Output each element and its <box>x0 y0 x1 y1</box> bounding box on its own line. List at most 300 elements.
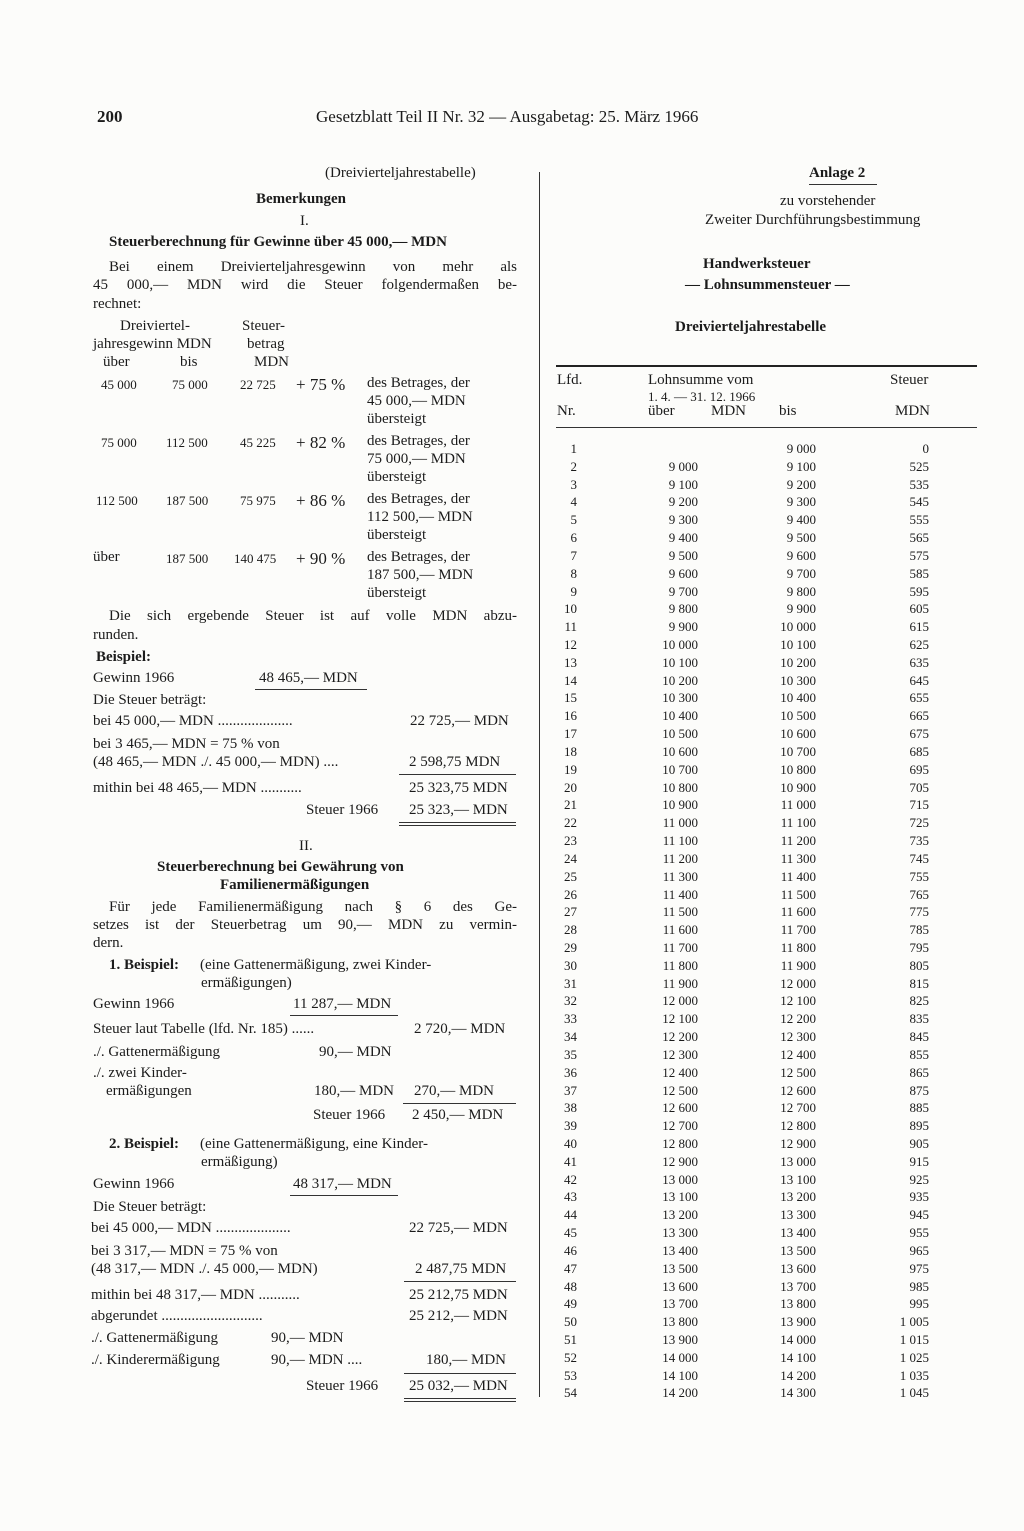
b2-mid-6: 90,— MDN <box>271 1330 344 1346</box>
b1-line-4: ermäßigungen <box>106 1083 192 1099</box>
row-number: 2 <box>570 458 577 474</box>
row-tax: 865 <box>909 1064 929 1080</box>
b2-value-5: 25 212,— MDN <box>409 1308 508 1324</box>
row-to: 10 500 <box>780 708 816 724</box>
bracket-text: des Betrages, der <box>367 375 470 391</box>
row-tax: 1 035 <box>899 1367 929 1383</box>
b1-mid-2: 90,— MDN <box>319 1044 392 1060</box>
b1-line-3: ./. zwei Kinder- <box>93 1065 187 1081</box>
th-nr: Nr. <box>557 403 576 419</box>
row-number: 47 <box>564 1260 577 1276</box>
row-tax: 845 <box>909 1029 929 1045</box>
row-number: 13 <box>564 654 577 670</box>
table-label: (Dreivierteljahrestabelle) <box>325 165 476 181</box>
row-from: 11 200 <box>662 850 698 866</box>
section-2-title-2: Familienermäßigungen <box>220 877 370 893</box>
heading-table: Dreivierteljahrestabelle <box>675 319 827 335</box>
row-tax: 955 <box>909 1225 929 1241</box>
row-from: 10 000 <box>662 637 698 653</box>
row-from: 10 500 <box>662 726 698 742</box>
row-to: 12 700 <box>780 1100 816 1116</box>
th-period: 1. 4. — 31. 12. 1966 <box>648 389 756 404</box>
row-from: 11 500 <box>662 904 698 920</box>
row-tax: 785 <box>909 922 929 938</box>
row-number: 28 <box>564 922 577 938</box>
row-to: 10 300 <box>780 672 816 688</box>
row-from: 10 700 <box>662 761 698 777</box>
remarks-heading: Bemerkungen <box>256 191 346 207</box>
th-bis: bis <box>779 403 797 419</box>
row-to: 9 100 <box>786 458 816 474</box>
row-number: 54 <box>564 1385 577 1401</box>
row-tax: 975 <box>909 1260 929 1276</box>
row-number: 34 <box>564 1029 577 1045</box>
b2-head-2: ermäßigung) <box>201 1154 278 1170</box>
row-tax: 645 <box>909 672 929 688</box>
row-to: 10 800 <box>780 761 816 777</box>
ex-line-1: bei 45 000,— MDN .................... <box>93 713 293 729</box>
row-to: 13 500 <box>780 1242 816 1258</box>
row-to: 11 900 <box>780 957 816 973</box>
b1-line-2: ./. Gattenermäßigung <box>93 1044 221 1060</box>
row-number: 39 <box>564 1118 577 1134</box>
row-from: 13 200 <box>662 1207 698 1223</box>
row-number: 31 <box>564 975 577 991</box>
row-tax: 675 <box>909 726 929 742</box>
row-to: 12 100 <box>780 993 816 1009</box>
bracket-from: 75 000 <box>101 435 137 450</box>
row-number: 21 <box>564 797 577 813</box>
heading-lohnsummensteuer: — Lohnsummensteuer — <box>685 277 850 293</box>
bracket-text: des Betrages, der <box>367 433 470 449</box>
section-2-number: II. <box>299 838 313 854</box>
row-tax: 715 <box>909 797 929 813</box>
row-from: 9 000 <box>668 458 698 474</box>
bracket-to: 112 500 <box>166 435 208 450</box>
row-tax: 625 <box>909 637 929 653</box>
row-to: 13 000 <box>780 1153 816 1169</box>
row-to: 14 000 <box>780 1332 816 1347</box>
row-tax: 735 <box>909 833 929 849</box>
b1-value-1: 2 720,— MDN <box>414 1021 506 1037</box>
b2-line-4: mithin bei 48 317,— MDN ........... <box>91 1287 300 1303</box>
b2-value-1: 22 725,— MDN <box>409 1220 508 1236</box>
row-tax: 585 <box>909 565 929 581</box>
row-from: 14 200 <box>662 1385 698 1401</box>
double-underline <box>404 1401 516 1402</box>
bracket-from: über <box>93 549 120 565</box>
row-tax: 695 <box>909 761 929 777</box>
row-to: 13 100 <box>780 1171 816 1187</box>
row-tax: 835 <box>909 1011 929 1027</box>
row-number: 22 <box>564 815 577 831</box>
b2-value-3: 2 487,75 MDN <box>415 1261 507 1277</box>
row-to: 9 500 <box>786 530 816 546</box>
row-tax: 925 <box>909 1171 929 1187</box>
row-tax: 0 <box>922 441 929 456</box>
row-tax: 655 <box>909 690 929 706</box>
row-number: 38 <box>564 1100 577 1116</box>
row-from: 11 000 <box>662 815 698 831</box>
row-tax: 995 <box>909 1296 929 1312</box>
row-number: 8 <box>570 565 577 581</box>
row-tax: 1 025 <box>899 1349 929 1365</box>
page-number: 200 <box>97 107 123 126</box>
row-to: 9 400 <box>786 512 816 528</box>
row-from: 13 500 <box>662 1260 698 1276</box>
row-from: 13 900 <box>662 1332 698 1347</box>
row-tax: 685 <box>909 743 929 759</box>
ex-line-5: Steuer 1966 <box>306 802 379 818</box>
row-to: 10 700 <box>780 743 816 759</box>
b1-gewinn-value: 11 287,— MDN <box>293 996 392 1012</box>
th-lohnsumme: Lohnsumme vom <box>648 372 754 388</box>
row-tax: 555 <box>909 512 929 528</box>
bracket-to: 187 500 <box>166 551 209 566</box>
row-number: 27 <box>564 904 577 920</box>
row-number: 3 <box>570 476 577 492</box>
row-from: 13 300 <box>662 1225 698 1241</box>
b1-mid-4: 180,— MDN <box>314 1083 395 1099</box>
b1-value-4: 270,— MDN <box>414 1083 495 1099</box>
row-from: 9 200 <box>668 494 698 510</box>
row-to: 9 000 <box>786 441 816 456</box>
row-from: 12 700 <box>662 1118 698 1134</box>
row-tax: 945 <box>909 1207 929 1223</box>
row-number: 32 <box>564 993 577 1009</box>
bracket-text: 112 500,— MDN <box>367 509 473 525</box>
row-from: 10 100 <box>662 654 698 670</box>
col-head-b1: Steuer- <box>242 318 286 334</box>
col-head-a1: Dreiviertel- <box>120 318 190 334</box>
bracket-text: 187 500,— MDN <box>367 567 474 583</box>
th-steuer: Steuer <box>890 372 929 388</box>
row-number: 17 <box>564 726 577 742</box>
heading-handwerksteuer: Handwerksteuer <box>703 256 811 272</box>
row-number: 41 <box>564 1153 577 1169</box>
row-from: 9 400 <box>668 530 698 546</box>
b1-gewinn-label: Gewinn 1966 <box>93 996 175 1012</box>
row-number: 51 <box>564 1332 577 1347</box>
row-number: 48 <box>564 1278 577 1294</box>
row-from: 14 100 <box>662 1367 698 1383</box>
row-number: 45 <box>564 1225 577 1241</box>
row-from: 13 600 <box>662 1278 698 1294</box>
row-number: 23 <box>564 833 577 849</box>
underline <box>399 774 516 775</box>
bracket-text: des Betrages, der <box>367 549 470 565</box>
row-number: 33 <box>564 1011 577 1027</box>
ex-steuer-label: Die Steuer beträgt: <box>93 692 207 708</box>
row-to: 13 200 <box>780 1189 816 1205</box>
bracket-from: 45 000 <box>101 377 137 392</box>
b1-head: 1. Beispiel: <box>109 957 179 973</box>
b1-head-2: ermäßigungen) <box>201 975 292 991</box>
row-number: 11 <box>564 619 577 635</box>
row-to: 10 900 <box>780 779 816 795</box>
row-to: 11 500 <box>780 886 816 902</box>
underline <box>809 184 877 185</box>
row-to: 12 900 <box>780 1135 816 1151</box>
row-to: 13 600 <box>780 1260 816 1276</box>
row-from: 10 900 <box>662 797 698 813</box>
row-to: 12 500 <box>780 1064 816 1080</box>
b2-line-6: ./. Gattenermäßigung <box>91 1330 219 1346</box>
row-from: 9 900 <box>668 619 698 635</box>
col-head-b2: betrag <box>247 336 285 352</box>
row-tax: 965 <box>909 1242 929 1258</box>
row-tax: 1 015 <box>899 1332 929 1347</box>
row-number: 15 <box>564 690 577 706</box>
row-tax: 605 <box>909 601 929 617</box>
intro-line-3: rechnet: <box>93 296 142 312</box>
b2-line-3: (48 317,— MDN ./. 45 000,— MDN) <box>91 1261 318 1277</box>
row-to: 14 100 <box>780 1349 816 1365</box>
row-number: 26 <box>564 886 577 902</box>
row-from: 11 800 <box>662 957 698 973</box>
row-tax: 705 <box>909 779 929 795</box>
bracket-rate: + 86 % <box>296 491 346 510</box>
bracket-text: 75 000,— MDN <box>367 451 466 467</box>
row-tax: 635 <box>909 654 929 670</box>
row-to: 13 300 <box>780 1207 816 1223</box>
b2-value-8: 25 032,— MDN <box>409 1378 508 1394</box>
row-tax: 875 <box>909 1082 929 1098</box>
ex-line-3: (48 465,— MDN ./. 45 000,— MDN) .... <box>93 754 339 770</box>
ex-value-4: 25 323,75 MDN <box>409 780 508 796</box>
row-to: 13 400 <box>780 1225 816 1241</box>
row-number: 40 <box>564 1135 577 1151</box>
row-tax: 1 045 <box>899 1385 929 1401</box>
row-to: 14 200 <box>780 1367 816 1383</box>
bracket-text: übersteigt <box>367 585 427 601</box>
row-tax: 825 <box>909 993 929 1009</box>
row-to: 9 700 <box>786 565 816 581</box>
row-from: 9 600 <box>668 565 698 581</box>
row-to: 12 300 <box>780 1029 816 1045</box>
row-number: 43 <box>564 1189 577 1205</box>
row-from: 9 100 <box>668 476 698 492</box>
row-tax: 595 <box>909 583 929 599</box>
bracket-rate: + 82 % <box>296 433 346 452</box>
bracket-text: des Betrages, der <box>367 491 470 507</box>
row-to: 14 300 <box>780 1385 816 1401</box>
row-number: 16 <box>564 708 577 724</box>
row-from: 10 400 <box>662 708 698 724</box>
row-from: 11 300 <box>662 868 698 884</box>
bracket-text: übersteigt <box>367 411 427 427</box>
ex-value-5: 25 323,— MDN <box>409 802 508 818</box>
row-to: 12 800 <box>780 1118 816 1134</box>
row-number: 1 <box>570 441 577 456</box>
ex-gewinn-label: Gewinn 1966 <box>93 670 175 686</box>
row-tax: 725 <box>909 815 929 831</box>
row-to: 9 600 <box>786 547 816 563</box>
b2-gewinn-label: Gewinn 1966 <box>93 1176 175 1192</box>
bracket-rate: + 90 % <box>296 549 346 568</box>
row-number: 46 <box>564 1242 577 1258</box>
row-number: 50 <box>564 1314 577 1330</box>
anlage-sub-2: Zweiter Durchführungsbestimmung <box>705 212 921 228</box>
row-from: 11 900 <box>662 975 698 991</box>
row-tax: 765 <box>909 886 929 902</box>
double-underline <box>399 822 516 823</box>
b1-value-5: 2 450,— MDN <box>412 1107 504 1123</box>
rounding-line-2: runden. <box>93 627 139 643</box>
b2-head-text: (eine Gattenermäßigung, eine Kinder- <box>200 1136 428 1152</box>
b1-head-text: (eine Gattenermäßigung, zwei Kinder- <box>200 957 432 973</box>
b2-line-2: bei 3 317,— MDN = 75 % von <box>91 1243 278 1259</box>
row-number: 14 <box>564 672 577 688</box>
example-label: Beispiel: <box>96 649 151 665</box>
underline <box>403 1103 516 1104</box>
row-from: 12 200 <box>662 1029 698 1045</box>
b2-line-7: ./. Kinderermäßigung <box>91 1352 220 1368</box>
bracket-tax: 45 225 <box>240 435 276 450</box>
row-from: 14 000 <box>662 1349 698 1365</box>
column-divider <box>539 172 540 1397</box>
bracket-text: übersteigt <box>367 469 427 485</box>
b2-steuer-label: Die Steuer beträgt: <box>93 1199 207 1215</box>
row-from: 13 100 <box>662 1189 698 1205</box>
row-number: 9 <box>570 583 577 599</box>
row-tax: 915 <box>909 1153 929 1169</box>
row-number: 20 <box>564 779 577 795</box>
row-number: 18 <box>564 743 577 759</box>
row-number: 53 <box>564 1367 577 1383</box>
row-from: 12 600 <box>662 1100 698 1116</box>
col-head-b3: MDN <box>254 354 290 370</box>
b2-line-5: abgerundet ........................... <box>91 1308 263 1324</box>
bracket-tax: 75 975 <box>240 493 276 508</box>
row-to: 10 400 <box>780 690 816 706</box>
row-tax: 665 <box>909 708 929 724</box>
bracket-to: 187 500 <box>166 493 209 508</box>
row-to: 12 400 <box>780 1046 816 1062</box>
row-to: 10 000 <box>780 619 816 635</box>
row-to: 11 200 <box>780 833 816 849</box>
row-from: 11 600 <box>662 922 698 938</box>
row-number: 24 <box>564 850 577 866</box>
rounding-line-1: Die sich ergebende Steuer ist auf volle MDN abzu- <box>109 608 517 624</box>
row-to: 11 300 <box>780 850 816 866</box>
section-2-text-1: Für jede Familienermäßigung nach § 6 des Ge- <box>109 899 517 915</box>
row-to: 11 100 <box>780 815 816 831</box>
row-from: 10 800 <box>662 779 698 795</box>
row-from: 12 800 <box>662 1135 698 1151</box>
row-to: 13 800 <box>780 1296 816 1312</box>
row-tax: 885 <box>909 1100 929 1116</box>
row-from: 11 400 <box>662 886 698 902</box>
table-top-rule <box>556 365 977 367</box>
ex-line-2: bei 3 465,— MDN = 75 % von <box>93 736 280 752</box>
row-from: 9 700 <box>668 583 698 599</box>
row-to: 11 400 <box>780 868 816 884</box>
row-from: 12 100 <box>662 1011 698 1027</box>
section-2-text-2: setzes ist der Steuerbetrag um 90,— MDN zu vermin- <box>93 917 517 933</box>
row-to: 9 200 <box>786 476 816 492</box>
underline <box>404 1281 516 1282</box>
section-1-number: I. <box>300 213 309 229</box>
row-tax: 535 <box>909 476 929 492</box>
row-to: 10 100 <box>780 637 816 653</box>
row-number: 35 <box>564 1046 577 1062</box>
row-number: 10 <box>564 601 577 617</box>
row-from: 12 400 <box>662 1064 698 1080</box>
row-number: 49 <box>564 1296 577 1312</box>
th-mdn: MDN <box>711 403 747 419</box>
ex-gewinn-value: 48 465,— MDN <box>259 670 358 686</box>
row-tax: 895 <box>909 1118 929 1134</box>
b2-head: 2. Beispiel: <box>109 1136 179 1152</box>
anlage-title: Anlage 2 <box>809 165 866 181</box>
row-number: 25 <box>564 868 577 884</box>
row-to: 11 800 <box>780 939 816 955</box>
bracket-from: 112 500 <box>96 493 138 508</box>
row-to: 12 000 <box>780 975 816 991</box>
intro-line-1: Bei einem Dreivierteljahresgewinn von mehr als <box>109 259 517 275</box>
row-tax: 755 <box>909 868 929 884</box>
row-from: 9 500 <box>668 547 698 563</box>
b2-gewinn-value: 48 317,— MDN <box>293 1176 392 1192</box>
row-from: 9 800 <box>668 601 698 617</box>
section-2-text-3: dern. <box>93 935 124 951</box>
bracket-to: 75 000 <box>172 377 208 392</box>
table-header-rule <box>556 427 977 428</box>
row-number: 30 <box>564 957 577 973</box>
row-number: 44 <box>564 1207 577 1223</box>
underline <box>404 1373 516 1374</box>
bracket-tax: 22 725 <box>240 377 276 392</box>
row-number: 4 <box>570 494 577 510</box>
row-from: 12 000 <box>662 993 698 1009</box>
row-number: 6 <box>570 530 577 546</box>
b2-line-1: bei 45 000,— MDN .................... <box>91 1220 291 1236</box>
bracket-rate: + 75 % <box>296 375 346 394</box>
ex-value-1: 22 725,— MDN <box>410 713 509 729</box>
row-number: 7 <box>570 547 577 563</box>
ex-line-4: mithin bei 48 465,— MDN ........... <box>93 780 302 796</box>
row-to: 11 700 <box>780 922 816 938</box>
row-tax: 775 <box>909 904 929 920</box>
bracket-text: 45 000,— MDN <box>367 393 466 409</box>
section-2-title-1: Steuerberechnung bei Gewährung von <box>157 859 404 875</box>
bracket-text: übersteigt <box>367 527 427 543</box>
row-from: 9 300 <box>668 512 698 528</box>
row-from: 11 700 <box>662 939 698 955</box>
bracket-tax: 140 475 <box>234 551 277 566</box>
row-tax: 905 <box>909 1135 929 1151</box>
b2-value-7: 180,— MDN <box>426 1352 507 1368</box>
intro-line-2: 45 000,— MDN wird die Steuer folgendermaßen be- <box>93 277 517 293</box>
row-tax: 745 <box>909 850 929 866</box>
th-lfd: Lfd. <box>557 372 583 388</box>
row-to: 9 800 <box>786 583 816 599</box>
row-from: 13 800 <box>662 1314 698 1330</box>
row-to: 13 900 <box>780 1314 816 1330</box>
row-number: 42 <box>564 1171 577 1187</box>
row-tax: 575 <box>909 547 929 563</box>
row-to: 12 200 <box>780 1011 816 1027</box>
row-from: 13 700 <box>662 1296 698 1312</box>
underline <box>290 1015 398 1016</box>
b1-line-5: Steuer 1966 <box>313 1107 386 1123</box>
row-tax: 545 <box>909 494 929 510</box>
anlage-sub-1: zu vorstehender <box>780 193 876 209</box>
row-from: 11 100 <box>662 833 698 849</box>
row-to: 11 600 <box>780 904 816 920</box>
row-tax: 815 <box>909 975 929 991</box>
